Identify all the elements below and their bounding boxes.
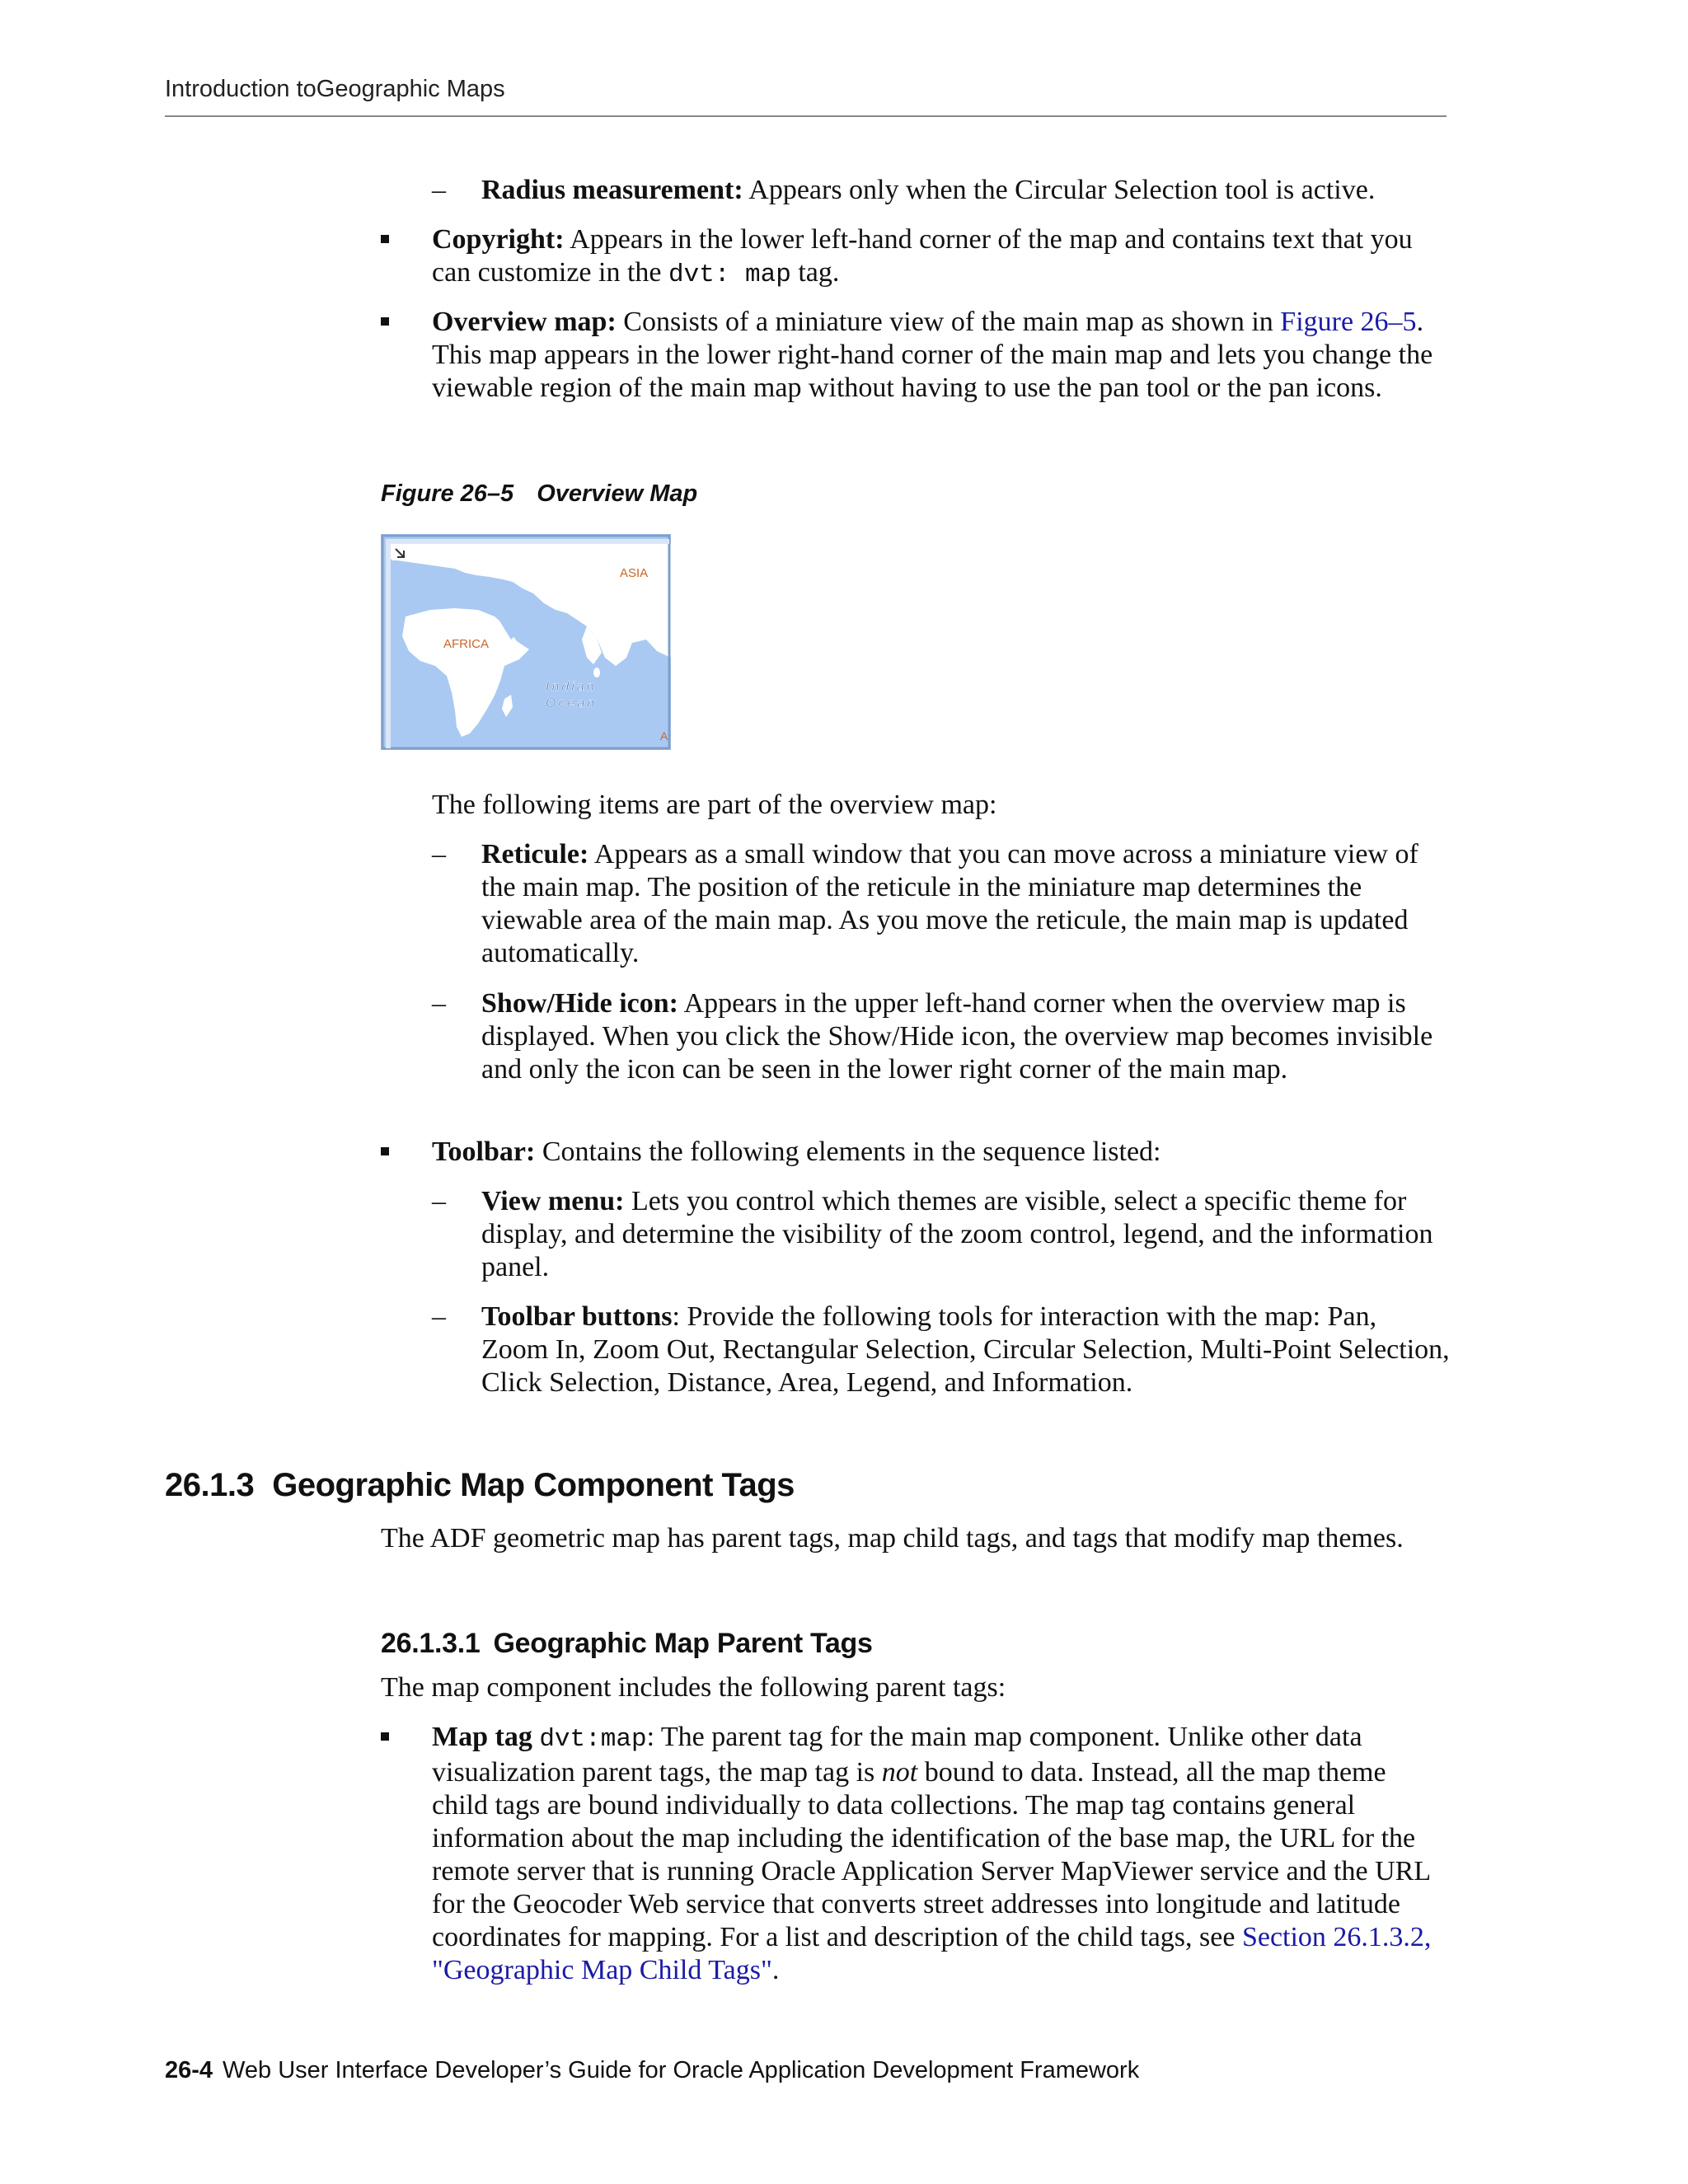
page-header	[165, 76, 1447, 117]
book-title: Web User Interface Developer’s Guide for Oracle Application Development Framework	[223, 2057, 1140, 2083]
dash-marker: –	[432, 1186, 446, 1216]
label-asia: ASIA	[620, 566, 649, 580]
map-frame-top	[386, 539, 669, 544]
section-link[interactable]: Section 26.1.3.2, "Geographic Map Child Tags"	[432, 1922, 1432, 1985]
term: Copyright:	[432, 224, 565, 255]
page-number: 26-4	[165, 2057, 213, 2083]
subsection-number: 26.1.3.1	[381, 1628, 481, 1659]
term: Radius measurement:	[481, 175, 743, 205]
term: View menu:	[481, 1186, 625, 1216]
overview-intro: The following items are part of the overview map:	[432, 790, 997, 820]
bullet-marker	[381, 1732, 389, 1741]
label-ocean-line2: Ocean	[546, 696, 598, 710]
section-number: 26.1.3	[165, 1467, 255, 1503]
dash-marker: –	[432, 839, 446, 869]
subsection-heading	[381, 1628, 873, 1660]
term: Toolbar buttons	[481, 1301, 673, 1332]
show-hide-icon[interactable]	[392, 546, 407, 560]
emphasis-not: not	[881, 1757, 918, 1788]
term: Overview map:	[432, 307, 617, 337]
bullet-marker	[381, 1147, 389, 1155]
dash-marker: –	[432, 988, 446, 1019]
overview-map-image	[381, 534, 671, 750]
subsection-title: Geographic Map Parent Tags	[493, 1628, 873, 1659]
dash-marker: –	[432, 1301, 446, 1332]
page-footer	[165, 2057, 1139, 2084]
term: Map tag	[432, 1722, 532, 1752]
dash-marker: –	[432, 175, 446, 205]
label-edge-letter: A	[660, 729, 668, 743]
section-title: Geographic Map Component Tags	[272, 1467, 795, 1503]
label-africa: AFRICA	[443, 637, 490, 651]
figure-link[interactable]: Figure 26–5	[1280, 307, 1417, 337]
label-ocean-line1: Indian	[546, 680, 597, 694]
map-frame-left	[386, 539, 391, 748]
land-sri-lanka	[593, 668, 600, 677]
term: Reticule:	[481, 839, 589, 869]
term: Show/Hide icon:	[481, 988, 678, 1019]
bullet-marker	[381, 317, 389, 326]
subsection-intro: The map component includes the following parent tags:	[381, 1672, 1006, 1703]
running-title: Introduction toGeographic Maps	[165, 76, 505, 102]
code-dvt-map: dvt: map	[668, 260, 791, 289]
term: Toolbar:	[432, 1137, 536, 1167]
section-heading	[165, 1467, 795, 1504]
code-dvt-map-tag: dvt:map	[539, 1725, 647, 1754]
section-intro: The ADF geometric map has parent tags, map child tags, and tags that modify map themes.	[381, 1523, 1404, 1554]
figure-caption: Figure 26–5 Overview Map	[381, 480, 698, 507]
bullet-marker	[381, 235, 389, 243]
